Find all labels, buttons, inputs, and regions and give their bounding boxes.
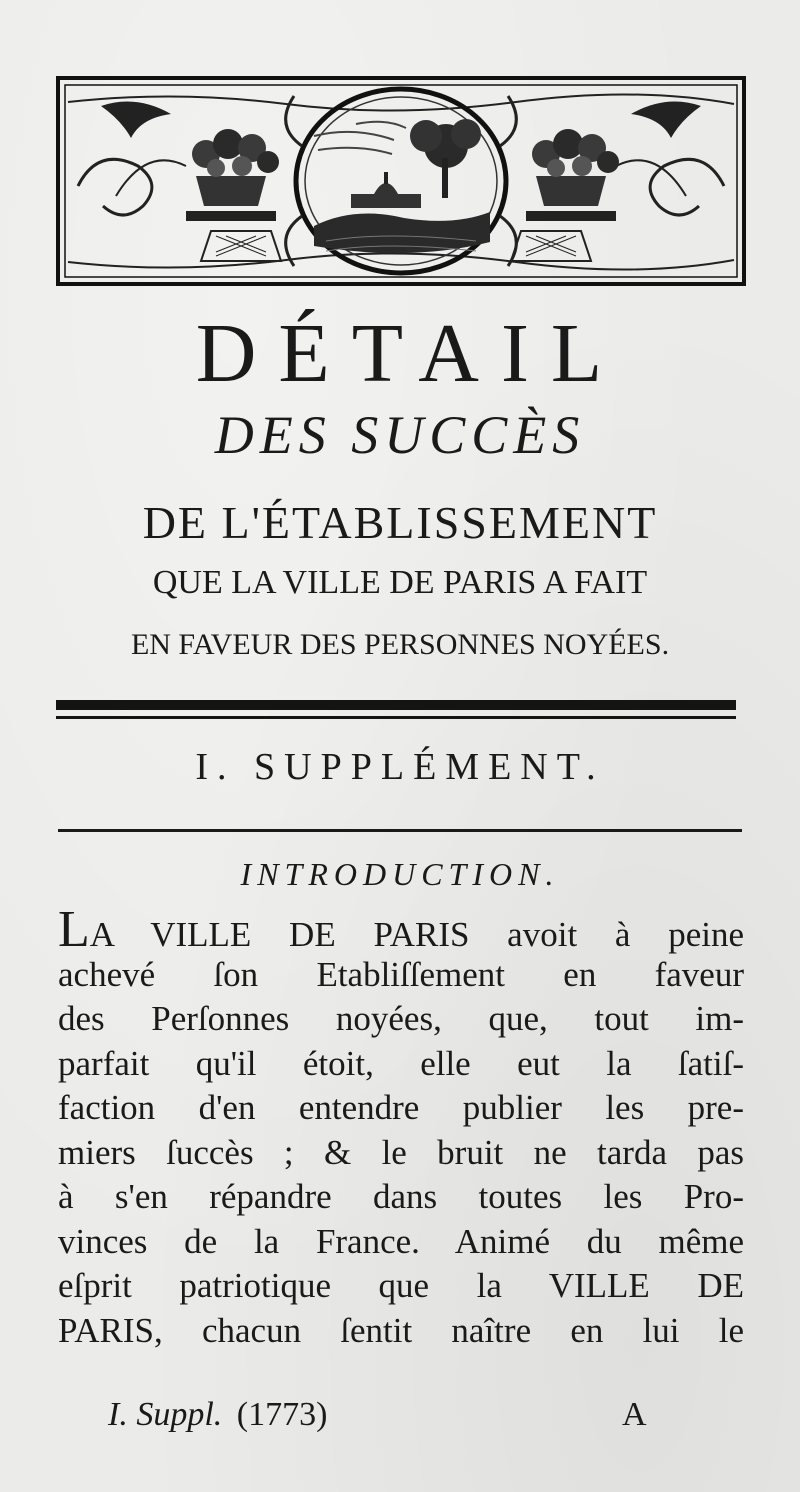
body-line: miers ſuccès ; & le bruit ne tarda pas bbox=[58, 1132, 744, 1172]
page-footer bbox=[0, 1396, 800, 1440]
body-paragraph bbox=[58, 901, 744, 1353]
body-line: parfait qu'il étoit, elle eut la ſatiſ- bbox=[58, 1043, 744, 1083]
body-line: PARIS, chacun ſentit naître en lui le bbox=[58, 1310, 744, 1350]
subheading-introduction: INTRODUCTION. bbox=[240, 856, 560, 892]
body-line: des Perſonnes noyées, que, tout im- bbox=[58, 999, 744, 1038]
title-des-succes: DES SUCCÈS bbox=[214, 405, 586, 465]
body-line: LA VILLE DE PARIS avoit à peine bbox=[58, 901, 744, 958]
double-rule-divider bbox=[56, 700, 736, 724]
body-line: vinces de la France. Animé du même bbox=[58, 1221, 744, 1261]
ornamental-headpiece bbox=[56, 76, 746, 286]
body-line: achevé ſon Etabliſſement en faveur bbox=[58, 954, 744, 994]
signature-mark: I. Suppl. (1773) bbox=[108, 1396, 328, 1433]
body-line: à s'en répandre dans toutes les Pro- bbox=[58, 1177, 744, 1216]
quire-letter: A bbox=[622, 1396, 647, 1433]
body-line: faction d'en entendre publier les pre- bbox=[58, 1088, 744, 1127]
title-personnes-noyees: EN FAVEUR DES PERSONNES NOYÉES. bbox=[130, 628, 670, 661]
title-etablissement: DE L'ÉTABLISSEMENT bbox=[142, 497, 658, 548]
title-ville-de-paris: QUE LA VILLE DE PARIS A FAIT bbox=[152, 564, 648, 601]
single-rule-divider bbox=[58, 829, 742, 832]
drop-cap: L bbox=[58, 901, 90, 958]
section-heading: I. SUPPLÉMENT. bbox=[195, 746, 605, 788]
body-line: eſprit patriotique que la VILLE DE bbox=[58, 1266, 744, 1305]
year-label: (1773) bbox=[236, 1396, 328, 1433]
title-detail: DÉTAIL bbox=[195, 307, 625, 400]
